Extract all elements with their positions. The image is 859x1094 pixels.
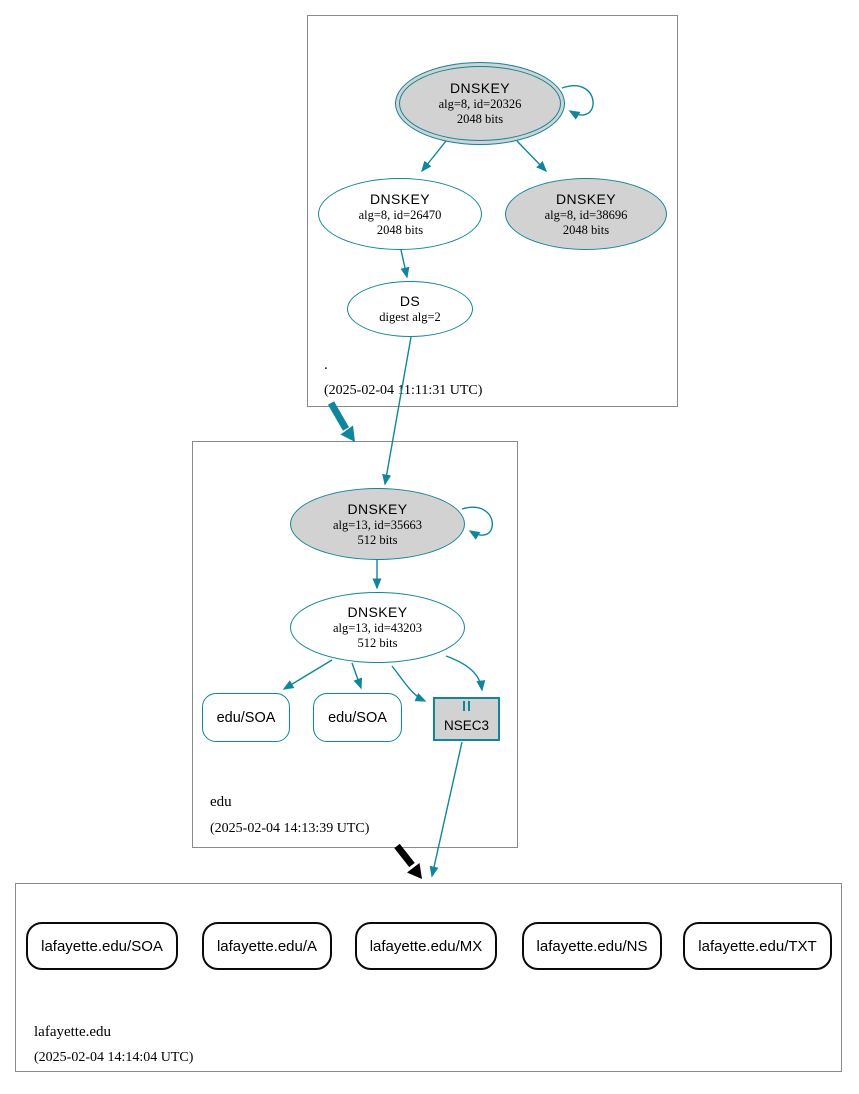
node-alg-id: alg=13, id=35663 [332, 517, 423, 532]
nsec3-header-cells [463, 701, 470, 711]
rrset-label: lafayette.edu/SOA [41, 937, 163, 955]
node-title: DNSKEY [450, 80, 510, 96]
zone-timestamp-lafayette-edu: (2025-02-04 14:14:04 UTC) [34, 1050, 194, 1065]
edu-zsk-dnskey-node[interactable] [290, 592, 465, 663]
edu-ksk-dnskey-node[interactable] [290, 488, 465, 560]
rrset-label: lafayette.edu/NS [536, 937, 648, 955]
edge-delegation-edu-to-lafayette [397, 846, 412, 865]
node-bits: 2048 bits [562, 222, 610, 237]
lafayette-soa-rrset-node[interactable] [26, 922, 178, 970]
rrset-label: lafayette.edu/MX [369, 937, 483, 955]
rrset-label: lafayette.edu/A [216, 937, 318, 955]
rrset-label: edu/SOA [328, 709, 387, 726]
root-ksk-dnskey-node[interactable] [395, 62, 565, 145]
root-zsk-dnskey-node[interactable] [318, 178, 482, 250]
node-bits: 2048 bits [456, 112, 504, 126]
node-alg-id: alg=8, id=26470 [358, 207, 442, 222]
edge-delegation-root-to-edu-head [341, 426, 356, 443]
edu-soa-rrset-node-1[interactable] [202, 693, 290, 742]
rrset-label: lafayette.edu/TXT [698, 937, 817, 955]
lafayette-txt-rrset-node[interactable] [683, 922, 832, 970]
node-alg-id: alg=8, id=20326 [438, 97, 522, 111]
root-dnskey-38696-node[interactable] [505, 178, 667, 250]
node-title: DS [399, 293, 421, 309]
node-title: DNSKEY [347, 604, 408, 620]
lafayette-a-rrset-node[interactable] [202, 922, 332, 970]
node-title: DNSKEY [347, 500, 408, 517]
node-bits: 2048 bits [376, 222, 424, 237]
zone-label-edu: edu [210, 794, 232, 810]
node-bits: 512 bits [357, 532, 398, 547]
zone-label-root: . [324, 357, 328, 373]
node-alg-id: alg=13, id=43203 [332, 621, 423, 635]
root-ds-node[interactable] [347, 281, 473, 337]
nsec3-cell [463, 701, 465, 711]
nsec3-cell [468, 701, 470, 711]
node-title: DNSKEY [556, 190, 616, 207]
zone-timestamp-edu: (2025-02-04 14:13:39 UTC) [210, 821, 370, 836]
edu-nsec3-node[interactable] [433, 697, 500, 741]
edge-delegation-edu-to-lafayette-head [407, 863, 422, 879]
zone-label-lafayette-edu: lafayette.edu [34, 1024, 112, 1040]
zone-box-lafayette-edu [15, 883, 842, 1072]
lafayette-mx-rrset-node[interactable] [355, 922, 497, 970]
node-bits: 512 bits [357, 636, 398, 650]
nsec3-label: NSEC3 [443, 717, 489, 733]
edu-soa-rrset-node-2[interactable] [313, 693, 402, 742]
node-title: DNSKEY [370, 190, 430, 207]
node-alg-id: alg=8, id=38696 [544, 207, 628, 222]
rrset-label: edu/SOA [216, 709, 276, 726]
lafayette-ns-rrset-node[interactable] [522, 922, 662, 970]
zone-timestamp-root: (2025-02-04 11:11:31 UTC) [324, 383, 483, 398]
node-digest-alg: digest alg=2 [379, 310, 441, 324]
